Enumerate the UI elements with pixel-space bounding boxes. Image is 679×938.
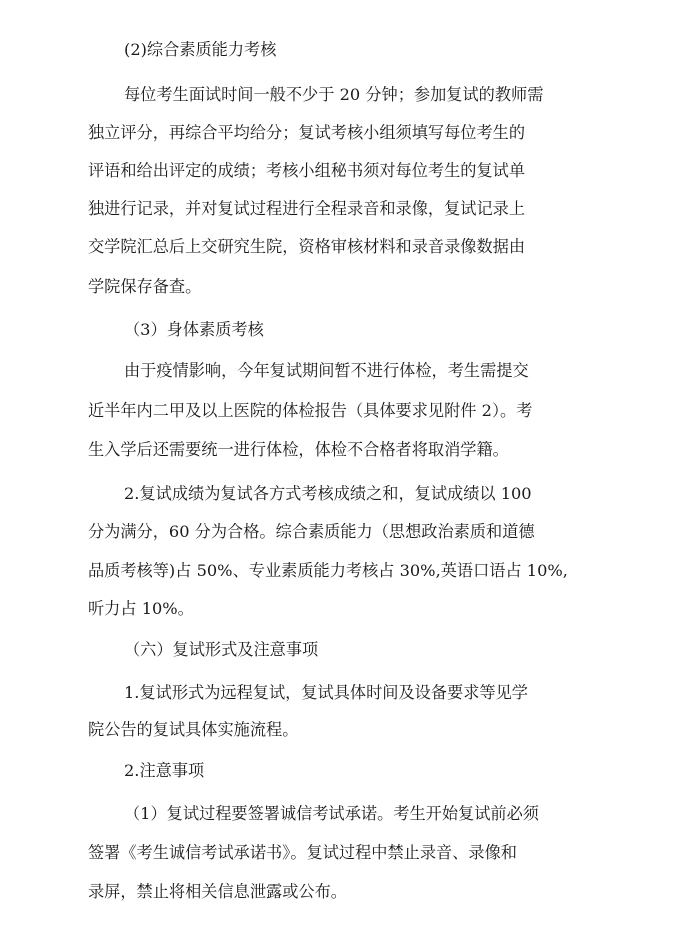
paragraph-line: 生入学后还需要统一进行体检，体检不合格者将取消学籍。 <box>88 440 509 459</box>
paragraph-line: 1.复试形式为远程复试，复试具体时间及设备要求等见学 <box>124 683 528 702</box>
paragraph-line: 独立评分，再综合平均给分；复试考核小组须填写每位考生的 <box>88 123 526 142</box>
paragraph-line: 2.复试成绩为复试各方式考核成绩之和，复试成绩以 100 <box>124 484 532 503</box>
paragraph-line: 近半年内二甲及以上医院的体检报告（具体要求见附件 2）。考 <box>88 401 533 420</box>
paragraph-line: （1）复试过程要签署诚信考试承诺。考生开始复试前必须 <box>124 804 539 823</box>
paragraph-line: 独进行记录，并对复试过程进行全程录音和录像，复试记录上 <box>88 199 526 218</box>
paragraph-line: 听力占 10%。 <box>88 599 194 618</box>
paragraph-line: 院公告的复试具体实施流程。 <box>88 720 299 739</box>
heading-notes: 2.注意事项 <box>124 761 205 780</box>
paragraph-line: 分为满分，60 分为合格。综合素质能力（思想政治素质和道德 <box>88 522 535 541</box>
heading-interview-format: （六）复试形式及注意事项 <box>124 640 319 659</box>
paragraph-line: 录屏，禁止将相关信息泄露或公布。 <box>88 882 347 901</box>
paragraph-line: 每位考生面试时间一般不少于 20 分钟；参加复试的教师需 <box>124 85 544 104</box>
paragraph-line: 交学院汇总后上交研究生院，资格审核材料和录音录像数据由 <box>88 237 526 256</box>
heading-comprehensive-quality: (2)综合素质能力考核 <box>124 40 277 59</box>
paragraph-line: 品质考核等)占 50%、专业素质能力考核占 30%,英语口语占 10%, <box>88 561 568 580</box>
paragraph-line: 学院保存备查。 <box>88 277 202 296</box>
paragraph-line: 由于疫情影响，今年复试期间暂不进行体检，考生需提交 <box>124 361 529 380</box>
paragraph-line: 评语和给出评定的成绩；考核小组秘书须对每位考生的复试单 <box>88 161 526 180</box>
heading-physical-exam: （3）身体素质考核 <box>124 320 264 339</box>
paragraph-line: 签署《考生诚信考试承诺书》。复试过程中禁止录音、录像和 <box>88 843 517 862</box>
